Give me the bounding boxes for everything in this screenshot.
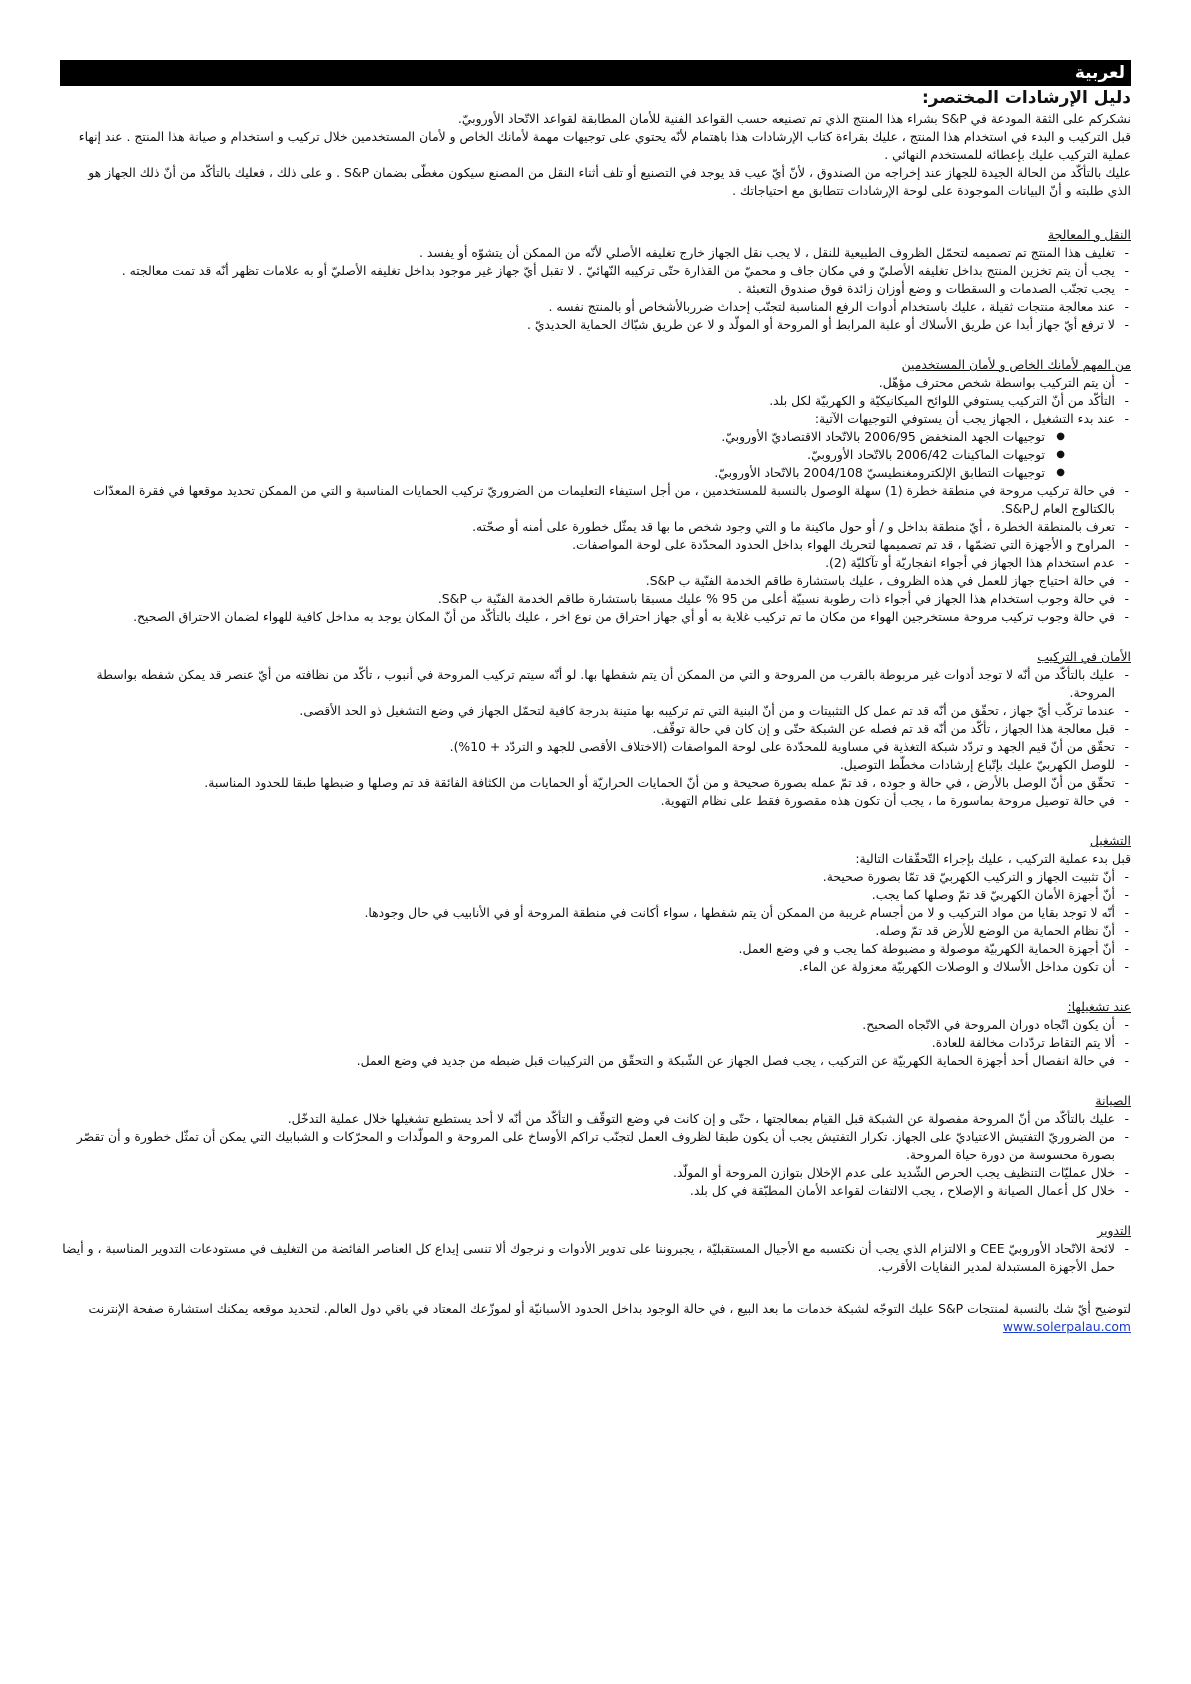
list-item: - لا ترفع أيّ جهاز أبدا عن طريق الأسلاك أو علبة المرابط أو المروحة أو المولّد و لا عن طريق شبّاك الحماية الحديديّ . xyxy=(62,316,1131,334)
list-item: - أنّ أجهزة الأمان الكهربيّ قد تمّ وصلها كما يجب. xyxy=(62,886,1131,904)
list-item: - تعرف بالمنطقة الخطرة ، أيّ منطقة بداخل و / أو حول ماكينة ما و التي وجود شخص ما بها قد يمثّل خطورة على أمنه أو صحّته. xyxy=(62,518,1131,536)
list-item: - عند بدء التشغيل ، الجهاز يجب أن يستوفي التوجيهات الآتية: xyxy=(62,410,1131,428)
list-item: - أنّ تثبيت الجهاز و التركيب الكهربيّ قد تمّا بصورة صحيحة. xyxy=(62,868,1131,886)
section-heading-recycling: التدوير xyxy=(1097,1223,1131,1238)
list-item: - تغليف هذا المنتج تم تصميمه لتحمّل الظروف الطبيعية للنقل ، لا يجب نقل الجهاز خارج تغليفه الأصلي لأنّه من الممكن أن يتشوّه أو يفسد . xyxy=(62,244,1131,262)
operation-lead: قبل بدء عملية التركيب ، عليك بإجراء التّحقّقات التالية: xyxy=(855,851,1131,866)
list-item: - أنّ نظام الحماية من الوضع للأرض قد تمّ وصله. xyxy=(62,922,1131,940)
language-label: لعربية xyxy=(1074,63,1125,83)
operation-list xyxy=(62,868,1131,976)
list-item: - أن تكون مداخل الأسلاك و الوصلات الكهربيّة معزولة عن الماء. xyxy=(62,958,1131,976)
section-heading-safety: من المهم لأمانك الخاص و لأمان المستخدمين xyxy=(901,357,1131,372)
list-item: - من الضروريّ التفتيش الاعتياديّ على الجهاز. تكرار التفتيش يجب أن يكون طبقا لظروف العمل لتجنّب تراكم الأوساخ على المروحة و المولّدات و المحرّكات و الشبابيك التي يمكن أن تمثّل خطورة و أن تقصّر بصورة محسوسة من دورة حياة المروحة. xyxy=(62,1128,1131,1164)
directives-list xyxy=(62,428,1131,482)
list-item: - أنّه لا توجد بقايا من مواد التركيب و لا من أجسام غريبة من الممكن أن يتم شفطها ، سواء أكانت في منطقة المروحة أو في الأنابيب في حال وجودها. xyxy=(62,904,1131,922)
list-item: - عليك بالتأكّد من أنّ المروحة مفصولة عن الشبكة قبل القيام بمعالجتها ، حتّى و إن كانت في وضع التوقّف و التأكّد من أنّه لا أحد يستطيع تشغيلها خلال عملية التدخّل. xyxy=(62,1110,1131,1128)
closing-paragraph xyxy=(62,1300,1131,1336)
list-item: - تحقّق من أنّ الوصل بالأرض ، في حالة و جوده ، قد تمّ عمله بصورة صحيحة و من أنّ الحمايات الحراريّة أو الحمايات من الكثافة الفائقة قد تم وصلها و ضبطها طبقا للحدود المناسبة. xyxy=(62,774,1131,792)
document-title: دليل الإرشادات المختصر: xyxy=(922,88,1131,108)
when-running-list xyxy=(62,1016,1131,1070)
closing-text: لتوضيح أيّ شك بالنسبة لمنتجات S&P عليك التوجّه لشبكة خدمات ما بعد البيع ، في حالة الوجود بداخل الحدود الأسبانيّة أو لموزّعك المعتاد في باقي دول العالم. لتحديد موقعه يمكنك استشارة صفحة الإنترنت xyxy=(88,1301,1131,1316)
safety-list-a xyxy=(62,374,1131,428)
list-item: - قبل معالجة هذا الجهاز ، تأكّد من أنّه قد تم فصله عن الشبكة حتّى و إن كان في حالة توقّف. xyxy=(62,720,1131,738)
safety-list-b xyxy=(62,482,1131,626)
list-item: - في حالة وجوب تركيب مروحة مستخرجين الهواء من مكان ما تم تركيب غلاية به أو أي جهاز احتراق من نوع اخر ، عليك بالتأكّد من أنّ المكان يوجد به مداخل كافية للهواء لضمان الاحتراق الصحيح. xyxy=(62,608,1131,626)
directive-item: ● توجيهات الماكينات 2006/42 بالاتّحاد الأوروبيّ. xyxy=(62,446,1065,464)
list-item: - المراوح و الأجهزة التي تضمّها ، قد تم تصميمها لتحريك الهواء بداخل الحدود المحدّدة على لوحة المواصفات. xyxy=(62,536,1131,554)
maintenance-list xyxy=(62,1110,1131,1200)
intro-paragraph-3: عليك بالتأكّد من الحالة الجيدة للجهاز عند إخراجه من الصندوق ، لأنّ أيّ عيب قد يوجد في التصنيع أو تلف أثناء النقل من المصنع سيكون مغطّى بضمان S&P . و على ذلك ، فعليك بالتأكّد من أنّ ذلك الجهاز هو الذي طلبته و أنّ البيانات الموجودة على لوحة الإرشادات تتطابق مع احتياجاتك . xyxy=(88,165,1131,198)
section-heading-when-running: عند تشغيلها: xyxy=(1067,999,1131,1014)
directive-item: ● توجيهات التطابق الإلكترومغنطيسيّ 2004/108 بالاتّحاد الأوروبيّ. xyxy=(62,464,1065,482)
list-item: - أن يكون اتّجاه دوران المروحة في الاتّجاه الصحيح. xyxy=(62,1016,1131,1034)
list-item: - أنّ أجهزة الحماية الكهربيّة موصولة و مضبوطة كما يجب و في وضع العمل. xyxy=(62,940,1131,958)
directive-item: ● توجيهات الجهد المنخفض 2006/95 بالاتّحاد الاقتصاديّ الأوروبيّ. xyxy=(62,428,1065,446)
manual-content xyxy=(62,86,1131,1336)
list-item: - خلال كل أعمال الصيانة و الإصلاح ، يجب الالتفات لقواعد الأمان المطبّقة في كل بلد. xyxy=(62,1182,1131,1200)
list-item: - يجب تجنّب الصدمات و السقطات و وضع أوزان زائدة فوق صندوق التعبئة . xyxy=(62,280,1131,298)
list-item: - تحقّق من أنّ قيم الجهد و تردّد شبكة التغذية في مساوية للمحدّدة على لوحة المواصفات (الاختلاف الأقصى للجهد و التردّد + 10%). xyxy=(62,738,1131,756)
list-item: - في حالة انفصال أحد أجهزة الحماية الكهربيّة عن التركيب ، يجب فصل الجهاز عن الشّبكة و التحقّق من التركيبات قبل ضبطه من جديد في وضع العمل. xyxy=(62,1052,1131,1070)
list-item: - يجب أن يتم تخزين المنتج بداخل تغليفه الأصليّ و في مكان جاف و محميّ من القذارة حتّى تركيبه النّهائيّ . لا تقبل أيّ جهاز غير موجود بداخل تغليفه الأصليّ أو به علامات تظهر أنّه قد تمت معالجته . xyxy=(62,262,1131,280)
transport-list xyxy=(62,244,1131,334)
list-item: - أن يتم التركيب بواسطة شخص محترف مؤهّل. xyxy=(62,374,1131,392)
list-item: - لائحة الاتّحاد الأوروبيّ CEE و الالتزام الذي يجب أن نكتسبه مع الأجيال المستقبليّة ، يجبروننا على تدوير الأدوات و نرجوك ألا تنسى إيداع كل العناصر الفائضة من التغليف في مستودعات التدوير المناسبة ، و أيضا حمل الأجهزة المستبدلة لمدير النفايات الأقرب. xyxy=(62,1240,1131,1276)
recycling-list xyxy=(62,1240,1131,1276)
list-item: - عندما تركّب أيّ جهاز ، تحقّق من أنّه قد تم عمل كل التثبيتات و من أنّ البنية التي تم تركيبه بها متينة بدرجة كافية لتحمّل الجهاز في وضع التشغيل ذو الحد الأقصى. xyxy=(62,702,1131,720)
section-heading-maintenance: الصيانة xyxy=(1095,1093,1131,1108)
list-item: - عليك بالتأكّد من أنّه لا توجد أدوات غير مربوطة بالقرب من المروحة و التي من الممكن أن يتم شفطها بها. لو أنّه سيتم تركيب المروحة في أنبوب ، تأكّد من نظافته من أيّ عنصر قد يمكن شفطه بواسطة المروحة. xyxy=(62,666,1131,702)
list-item: - عند معالجة منتجات ثقيلة ، عليك باستخدام أدوات الرفع المناسبة لتجنّب إحداث ضرربالأشخاص أو بالمنتج نفسه . xyxy=(62,298,1131,316)
list-item: - عدم استخدام هذا الجهاز في أجواء انفجاريّة أو تآكليّة (2). xyxy=(62,554,1131,572)
list-item: - في حالة تركيب مروحة في منطقة خطرة (1) سهلة الوصول بالنسبة للمستخدمين ، من أجل استيفاء التعليمات من الضروريّ تركيب الحمايات المناسبة و التي من الممكن تحديد موقعها في فقرة المعدّات بالكتالوج العام لS&P. xyxy=(62,482,1131,518)
installation-list xyxy=(62,666,1131,810)
list-item: - في حالة احتياج جهاز للعمل في هذه الظروف ، عليك باستشارة طاقم الخدمة الفنّية ب S&P. xyxy=(62,572,1131,590)
list-item: - في حالة توصيل مروحة بماسورة ما ، يجب أن تكون هذه مقصورة فقط على نظام التهوية. xyxy=(62,792,1131,810)
website-link[interactable]: www.solerpalau.com xyxy=(1002,1319,1131,1334)
list-item: - التأكّد من أنّ التركيب يستوفي اللوائح الميكانيكيّة و الكهربيّة لكل بلد. xyxy=(62,392,1131,410)
list-item: - للوصل الكهربيّ عليك بإتّباع إرشادات مخطّط التوصيل. xyxy=(62,756,1131,774)
list-item: - خلال عمليّات التنظيف يجب الحرص الشّديد على عدم الإخلال بتوازن المروحة أو المولّد. xyxy=(62,1164,1131,1182)
section-heading-transport: النقل و المعالجة xyxy=(1047,227,1131,242)
language-header-bar xyxy=(60,60,1131,86)
intro-paragraph-2: قبل التركيب و البدء في استخدام هذا المنتج ، عليك بقراءة كتاب الإرشادات هذا باهتمام لأنّه يحتوي على توجيهات مهمة لأمانك الخاص و لأمان المستخدمين خلال تركيب و استخدام و صيانة هذا المنتج . عند إنهاء عملية التركيب عليك بإعطائه للمستخدم النهائي . xyxy=(78,129,1131,162)
intro-paragraph-1: نشكركم على الثقة المودعة في S&P بشراء هذا المنتج الذي تم تصنيعه حسب القواعد الفنية للأمان المطابقة لقواعد الاتّحاد الأوروبيّ. xyxy=(457,111,1131,126)
section-heading-installation: الأمان في التركيب xyxy=(1037,649,1131,664)
section-heading-operation: التشغيل xyxy=(1089,833,1131,848)
list-item: - ألا يتم التقاط تردّدات مخالفة للعادة. xyxy=(62,1034,1131,1052)
list-item: - في حالة وجوب استخدام هذا الجهاز في أجواء ذات رطوبة نسبيّة أعلى من 95 % عليك مسبقا باستشارة طاقم الخدمة الفنّية ب S&P. xyxy=(62,590,1131,608)
